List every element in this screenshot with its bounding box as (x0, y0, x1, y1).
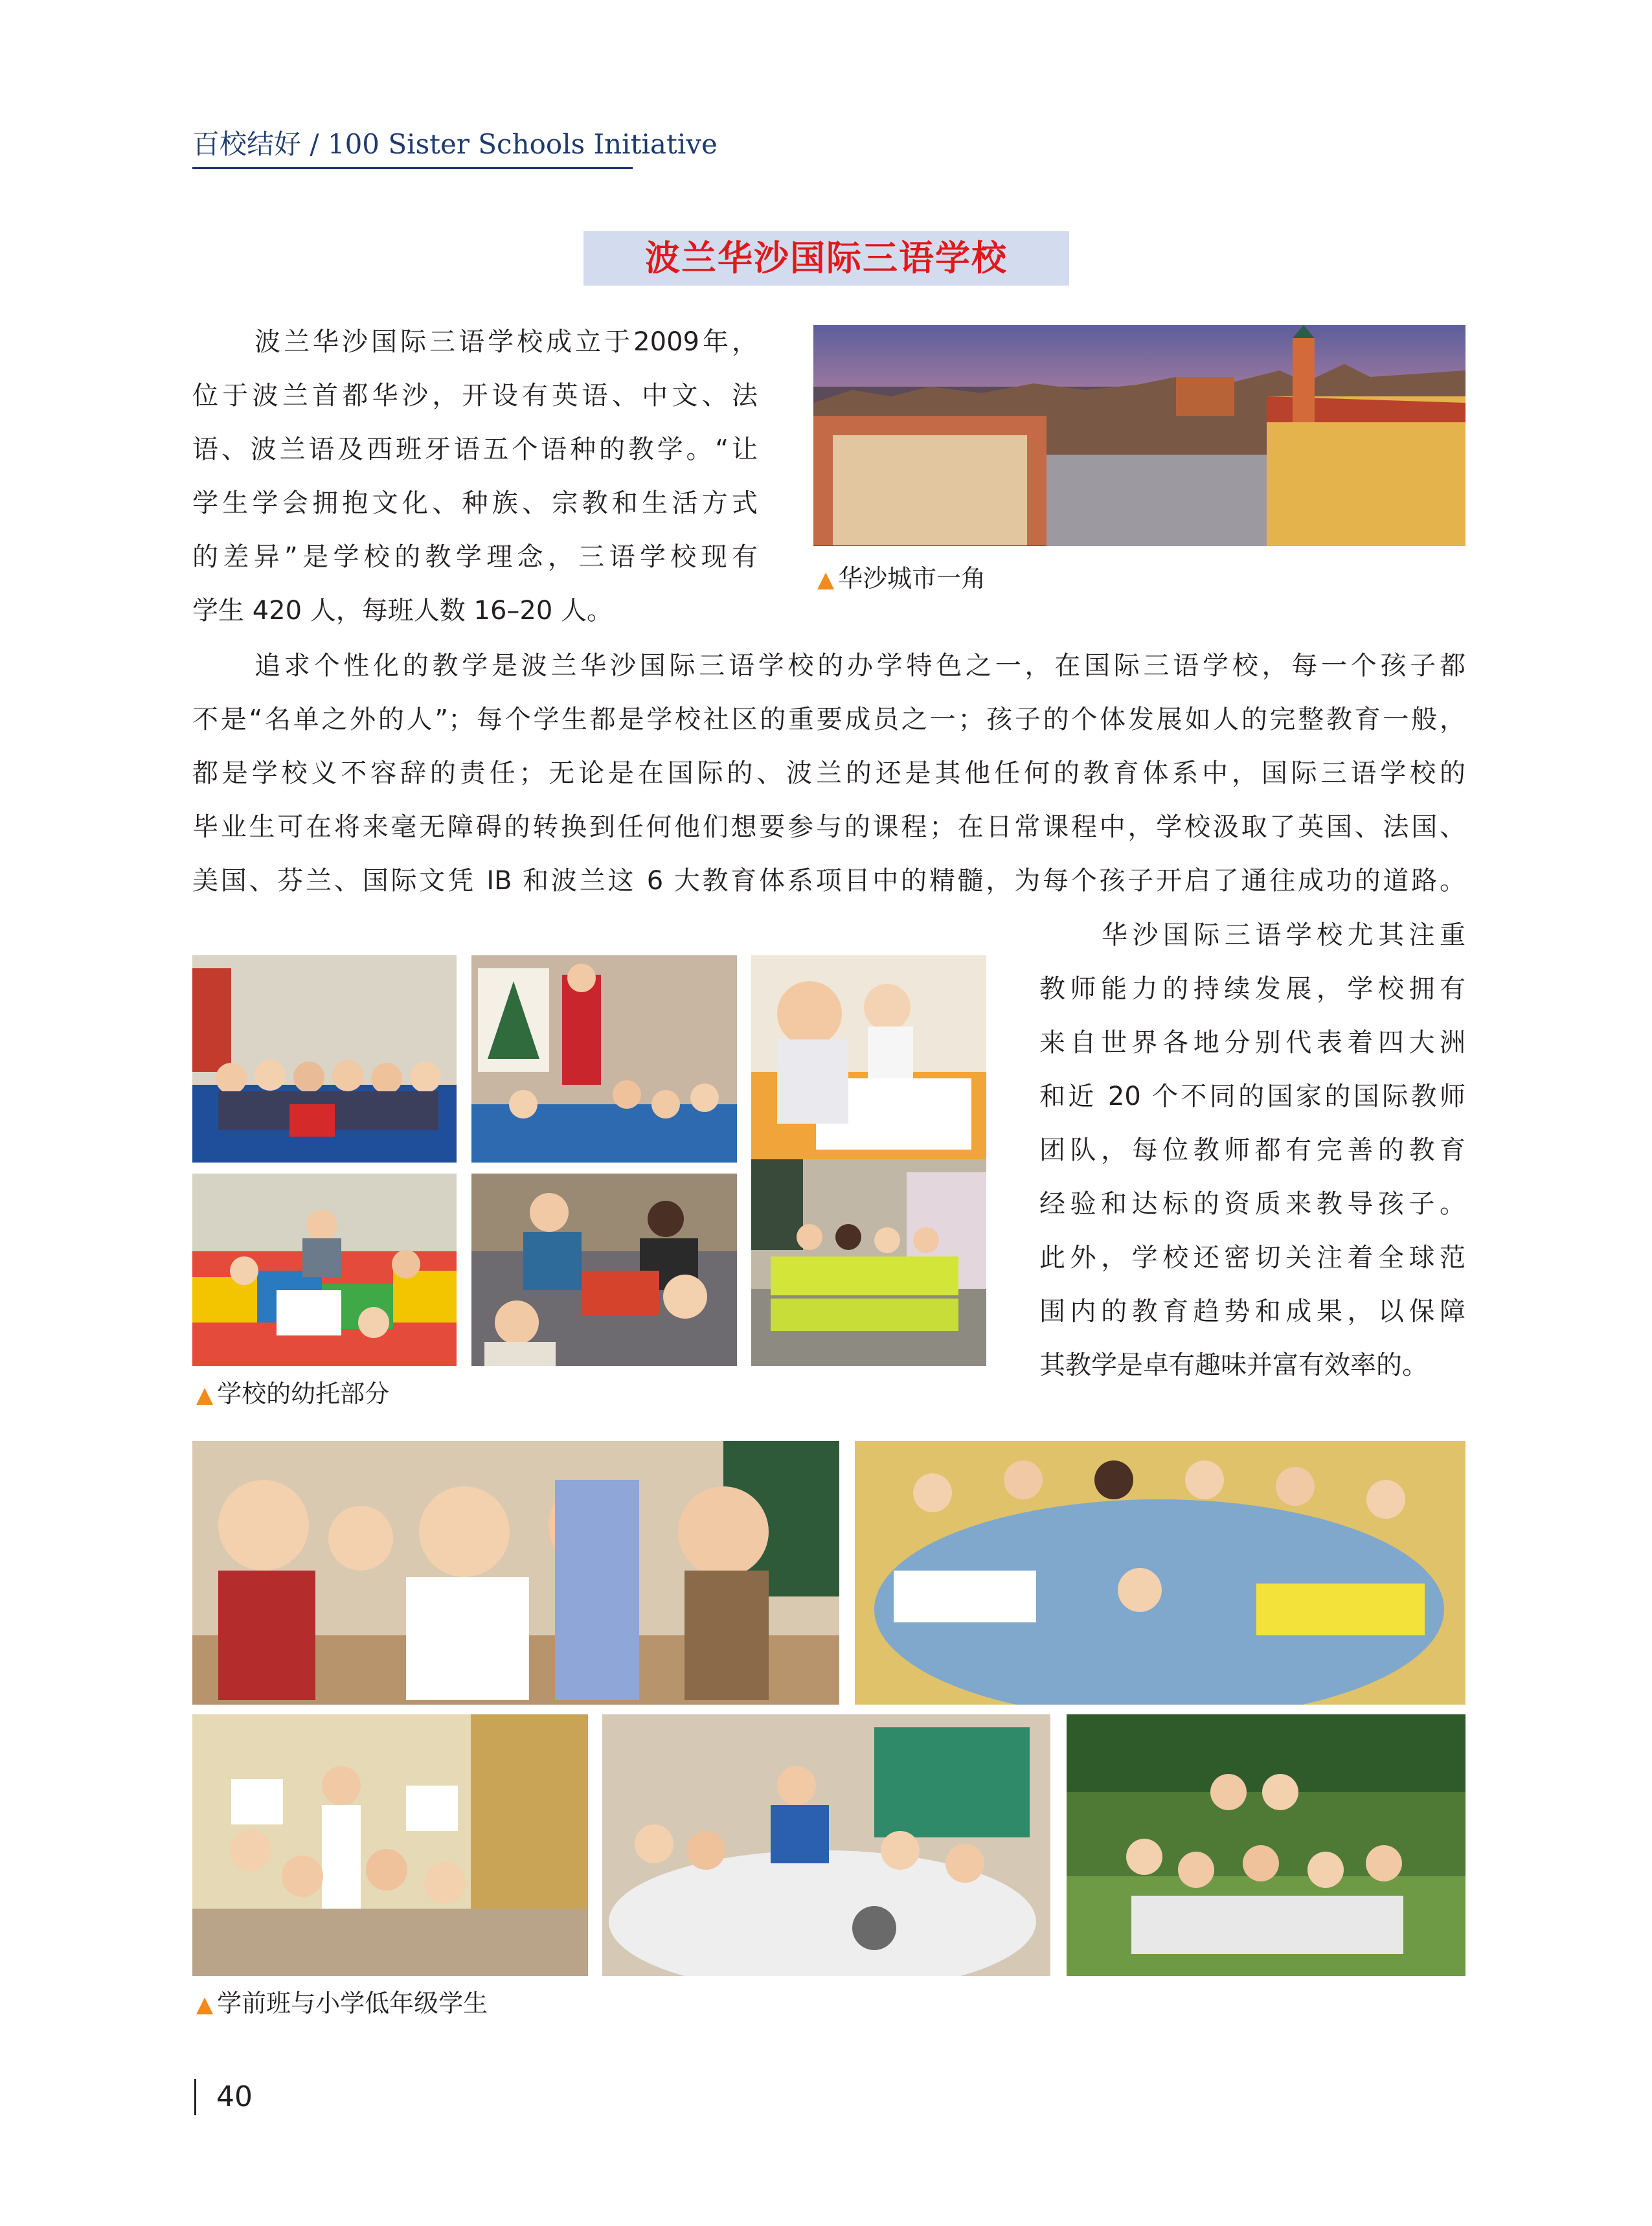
page-number: 40 (216, 2080, 253, 2113)
nursery-caption (196, 1378, 389, 1411)
nursery-photo (471, 955, 737, 1163)
body-line: 美国、芬兰、国际文凭 IB 和波兰这 6 大教育体系项目中的精髓，为每个孩子开启了通往成功的道路。 (192, 866, 1465, 896)
nursery-photo (192, 955, 457, 1163)
intro-line: 波兰华沙国际三语学校成立于2009年， (255, 327, 758, 357)
warsaw-caption (817, 562, 986, 596)
primary-photo-picnic (1067, 1714, 1465, 1976)
side-line: 和近 20 个不同的国家的国际教师 (1039, 1082, 1465, 1111)
article-title: 波兰华沙国际三语学校 (645, 238, 1008, 278)
warsaw-caption-text: 华沙城市一角 (838, 564, 986, 593)
body-line: 毕业生可在将来毫无障碍的转换到任何他们想要参与的课程；在日常课程中，学校汲取了英国、法国、 (192, 812, 1465, 842)
primary-caption (196, 1987, 488, 2021)
intro-line: 学生 420 人，每班人数 16–20 人。 (192, 596, 613, 626)
intro-line: 位于波兰首都华沙，开设有英语、中文、法 (192, 381, 758, 411)
side-line: 华沙国际三语学校尤其注重 (1102, 920, 1465, 950)
triangle-marker-icon: ▲ (196, 1382, 214, 1408)
nursery-caption-text: 学校的幼托部分 (217, 1380, 390, 1408)
side-line: 此外，学校还密切关注着全球范 (1039, 1243, 1465, 1273)
intro-line: 语、波兰语及西班牙语五个语种的教学。“让 (192, 435, 758, 464)
primary-photo-classroom (602, 1714, 1050, 1976)
triangle-marker-icon: ▲ (817, 567, 835, 593)
nursery-photo (751, 1159, 986, 1366)
article-title-banner (583, 231, 1069, 286)
body-paragraph (192, 639, 1465, 908)
side-line: 其教学是卓有趣味并富有效率的。 (1039, 1350, 1428, 1380)
intro-line: 的差异”是学校的教学理念，三语学校现有 (192, 542, 758, 572)
footer-rule (194, 2079, 196, 2115)
primary-photo-costumes (192, 1441, 839, 1705)
side-line: 来自世界各地分别代表着四大洲 (1039, 1028, 1465, 1058)
side-paragraph (1039, 909, 1465, 1392)
side-line: 教师能力的持续发展，学校拥有 (1039, 974, 1465, 1004)
primary-photo-circle-time (855, 1441, 1465, 1705)
running-header: 百校结好 / 100 Sister Schools Initiative (192, 122, 633, 169)
nursery-photo (751, 955, 986, 1163)
primary-photo-books (192, 1714, 588, 1976)
body-line: 不是“名单之外的人”；每个学生都是学校社区的重要成员之一；孩子的个体发展如人的完整教育一般， (192, 705, 1465, 734)
body-line: 都是学校义不容辞的责任；无论是在国际的、波兰的还是其他任何的教育体系中，国际三语学校的 (192, 758, 1465, 788)
intro-line: 学生学会拥抱文化、种族、宗教和生活方式 (192, 488, 758, 518)
nursery-photo (471, 1174, 737, 1366)
triangle-marker-icon: ▲ (196, 1992, 214, 2017)
side-line: 经验和达标的资质来教导孩子。 (1039, 1189, 1465, 1219)
body-line: 追求个性化的教学是波兰华沙国际三语学校的办学特色之一，在国际三语学校，每一个孩子都 (255, 651, 1465, 681)
warsaw-old-town-photo (813, 325, 1465, 546)
intro-paragraph (192, 315, 758, 638)
side-line: 围内的教育趋势和成果，以保障 (1039, 1297, 1465, 1326)
primary-caption-text: 学前班与小学低年级学生 (217, 1989, 488, 2017)
side-line: 团队，每位教师都有完善的教育 (1039, 1135, 1465, 1165)
nursery-photo (192, 1174, 457, 1366)
